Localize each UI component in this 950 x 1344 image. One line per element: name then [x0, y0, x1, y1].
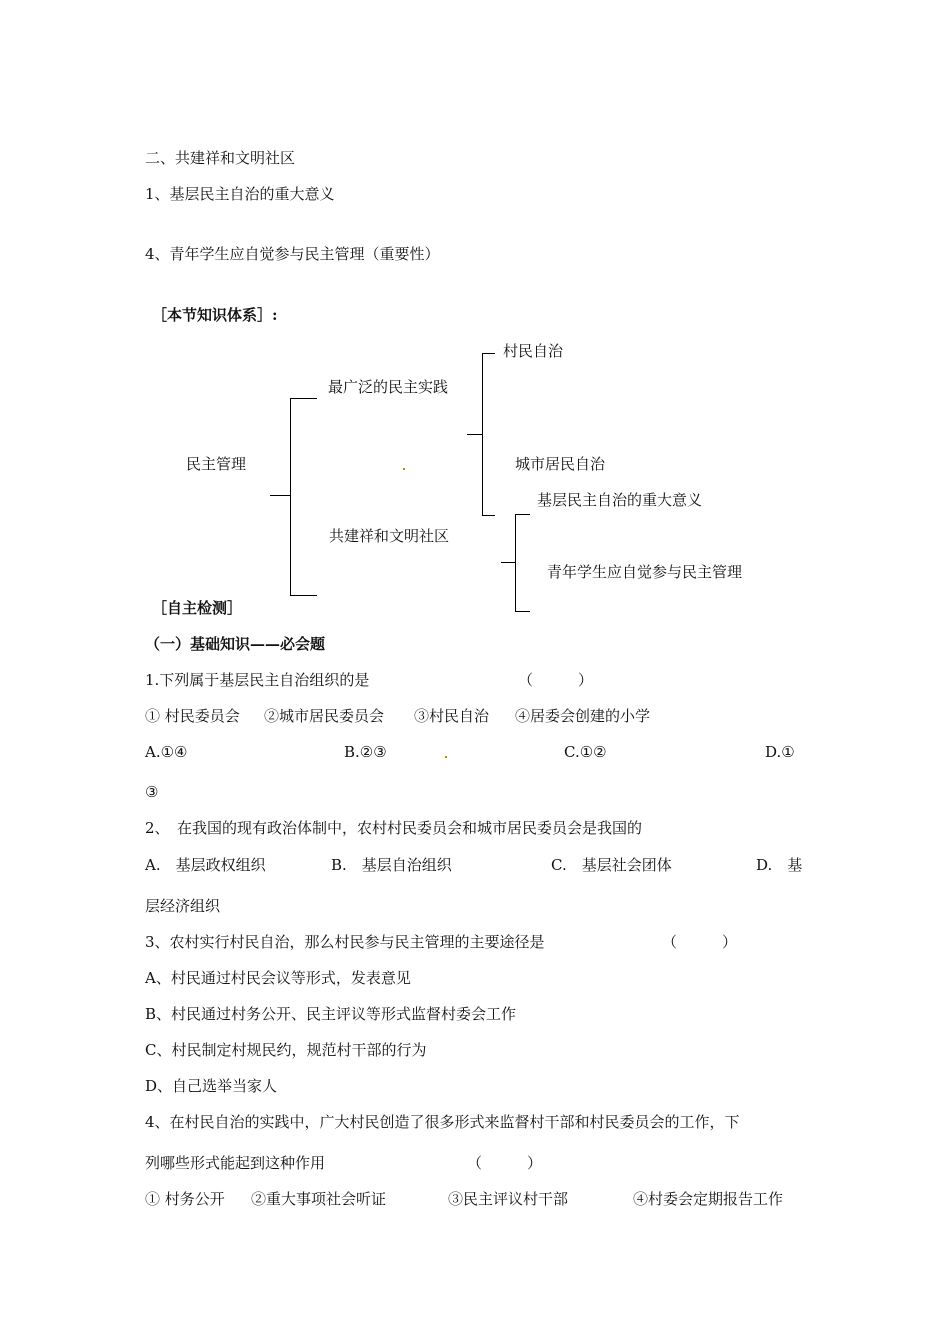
question-4-stem: 4、在村民自治的实践中，广大村民创造了很多形式来监督村干部和村民委员会的工作，下: [145, 1113, 740, 1131]
question-2-option-d-wrap: 层经济组织: [145, 897, 221, 915]
question-3-stem: 3、农村实行村民自治，那么村民参与民主管理的主要途径是: [145, 933, 545, 951]
question-4-statement: ②重大事项社会听证: [251, 1190, 387, 1208]
tree-branch-2: 共建祥和文明社区: [329, 527, 450, 545]
question-1-option-d-wrap: ③: [145, 783, 159, 801]
tree-connector: [482, 515, 495, 516]
tree-connector: [501, 562, 516, 563]
question-4-statement: ④村委会定期报告工作: [633, 1190, 784, 1208]
question-4-statement: ③民主评议村干部: [448, 1190, 569, 1208]
question-4-blank: （ ）: [467, 1154, 543, 1172]
tree-bracket-root: [290, 398, 291, 596]
question-1-option-d: D.①: [765, 743, 795, 761]
tree-root: 民主管理: [186, 455, 247, 473]
question-1-blank: （ ）: [518, 671, 594, 689]
tree-connector: [270, 495, 291, 496]
tree-leaf-urban-autonomy: 城市居民自治: [515, 455, 606, 473]
stray-dot: [403, 468, 405, 470]
stray-dot: [445, 756, 447, 758]
tree-connector: [515, 611, 530, 612]
question-2-stem: 2、 在我国的现有政治体制中，农村村民委员会和城市居民委员会是我国的: [145, 819, 643, 837]
question-3-option-d: D、自己选举当家人: [145, 1077, 278, 1095]
tree-leaf-village-autonomy: 村民自治: [503, 342, 564, 360]
tree-bracket-branch-1: [482, 353, 483, 516]
question-2-option-a: A. 基层政权组织: [145, 856, 266, 874]
question-1-statement: ① 村民委员会: [145, 707, 240, 725]
question-2-option-b: B. 基层自治组织: [331, 856, 452, 874]
tree-connector: [482, 353, 495, 354]
question-1-option-b: B.②③: [344, 743, 387, 761]
question-3-option-a: A、村民通过村民会议等形式，发表意见: [145, 969, 411, 987]
tree-connector: [467, 434, 483, 435]
question-1-statement: ④居委会创建的小学: [515, 707, 651, 725]
tree-branch-1: 最广泛的民主实践: [328, 378, 449, 396]
question-2-option-d: D. 基: [756, 856, 803, 874]
question-4-stem-cont: 列哪些形式能起到这种作用: [145, 1154, 326, 1172]
question-1-statement: ③村民自治: [414, 707, 490, 725]
question-2-option-c: C. 基层社会团体: [551, 856, 672, 874]
section-title: 二、共建祥和文明社区: [145, 149, 296, 167]
section-item-1: 1、基层民主自治的重大意义: [145, 185, 335, 203]
tree-connector: [515, 514, 530, 515]
knowledge-system-heading: ［本节知识体系］:: [152, 306, 278, 324]
question-3-option-c: C、村民制定村规民约，规范村干部的行为: [145, 1041, 427, 1059]
tree-connector: [290, 595, 317, 596]
question-3-option-b: B、村民通过村务公开、民主评议等形式监督村委会工作: [145, 1005, 517, 1023]
tree-connector: [290, 398, 317, 399]
question-1-statement: ②城市居民委员会: [264, 707, 385, 725]
question-1-option-a: A.①④: [145, 743, 188, 761]
tree-leaf-student-participation: 青年学生应自觉参与民主管理: [547, 563, 743, 581]
basic-knowledge-subheading: （一）基础知识——必会题: [145, 635, 326, 653]
tree-leaf-significance: 基层民主自治的重大意义: [537, 491, 703, 509]
question-4-statement: ① 村务公开: [145, 1190, 225, 1208]
question-1-stem: 1.下列属于基层民主自治组织的是: [145, 671, 370, 689]
self-check-heading: ［自主检测］: [152, 599, 243, 617]
question-1-option-c: C.①②: [564, 743, 607, 761]
tree-bracket-branch-2: [515, 514, 516, 612]
question-3-blank: （ ）: [662, 933, 738, 951]
section-item-4: 4、青年学生应自觉参与民主管理（重要性）: [145, 245, 440, 263]
